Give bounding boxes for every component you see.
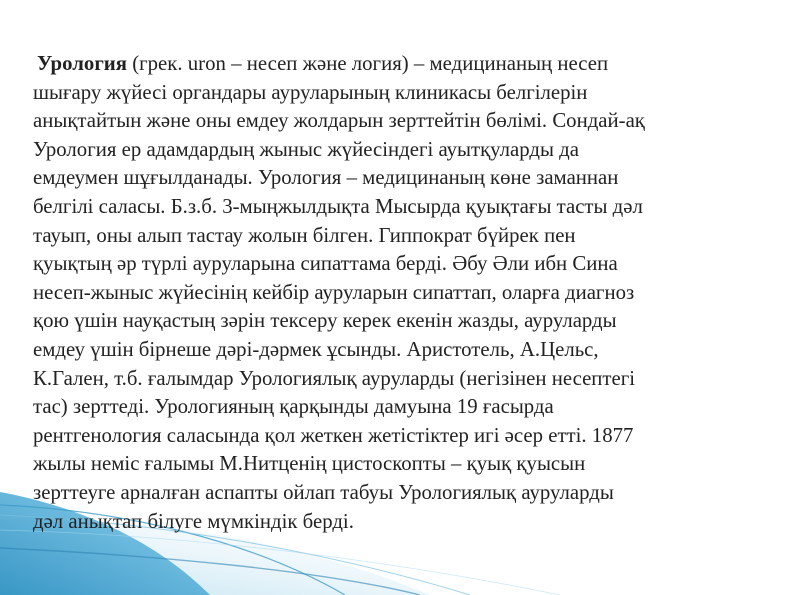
text-line: жылы неміс ғалымы М.Нитценің цистоскопты – қуық қуысын — [33, 452, 586, 476]
text-line: емдеумен шұғылданады. Урология – медицинаның көне заманнан — [33, 166, 619, 190]
text-line: дәл анықтап білуге мүмкіндік берді. — [33, 509, 354, 533]
text-line: анықтайтын және оны емдеу жолдарын зерттейтін бөлімі. Сондай-ақ — [33, 109, 645, 133]
text-line: қою үшін науқастың зәрін тексеру керек екенін жазды, ауруларды — [33, 309, 617, 333]
text-line: рентгенология саласында қол жеткен жетістіктер игі әсер етті. 1877 — [33, 423, 634, 447]
term-urology: Урология — [37, 52, 127, 75]
text-line: тауып, оны алып тастау жолын білген. Гиппократ бүйрек пен — [33, 223, 576, 247]
text-line: қуықтың әр түрлі ауруларына сипаттама берді. Әбу Әли ибн Сина — [33, 252, 618, 276]
text-line: К.Гален, т.б. ғалымдар Урологиялық ауруларды (негізінен несептегі — [33, 366, 636, 390]
text-line: Урология ер адамдардың жыныс жүйесіндегі ауытқуларды да — [33, 137, 579, 161]
text-line: несеп-жыныс жүйесінің кейбір ауруларын сипаттап, оларға диагноз — [33, 280, 635, 304]
text-line: белгілі саласы. Б.з.б. 3-мыңжылдықта Мысырда қуықтағы тасты дәл — [33, 194, 643, 218]
text-line-content: (грек. uron – несеп және логия) – медицинаның несеп — [127, 52, 609, 75]
text-line: шығару жүйесі органдары ауруларының клиникасы белгілерін — [33, 80, 588, 104]
text-line: тас) зерттеді. Урологияның қарқынды дамуына 19 ғасырда — [33, 395, 554, 419]
text-line — [33, 50, 763, 79]
text-line: зерттеуге арналған аспапты ойлап табуы Урологиялық ауруларды — [33, 480, 614, 504]
text-block — [33, 50, 763, 536]
text-line: емдеу үшін бірнеше дәрі-дәрмек ұсынды. Аристотель, А.Цельс, — [33, 337, 599, 361]
